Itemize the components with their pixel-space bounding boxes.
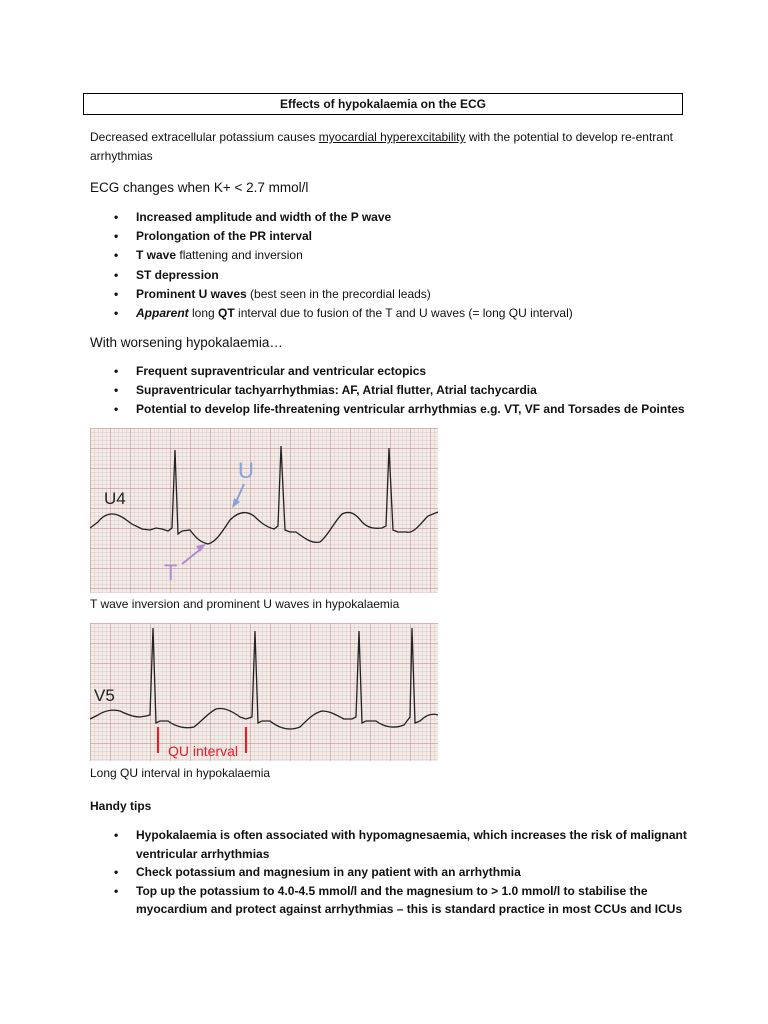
list-item: • Potential to develop life-threatening ventricular arrhythmias e.g. VT, VF and Torsades de Pointes	[90, 400, 710, 419]
intro-paragraph	[90, 128, 690, 166]
section-heading-worsening: With worsening hypokalaemia…	[90, 335, 283, 350]
title-text: Effects of hypokalaemia on the ECG	[279, 97, 487, 111]
u-wave-label: U	[238, 458, 254, 483]
list-item: • T wave flattening and inversion	[90, 246, 710, 265]
list-item: • Check potassium and magnesium in any patient with an arrhythmia	[90, 863, 710, 882]
list-item: • Increased amplitude and width of the P wave	[90, 208, 710, 227]
list-item: • Frequent supraventricular and ventricular ectopics	[90, 362, 710, 381]
u-wave-arrow-icon	[236, 484, 244, 502]
list-item: • Supraventricular tachyarrhythmias: AF, Atrial flutter, Atrial tachycardia	[90, 381, 710, 400]
ecg-changes-list	[90, 208, 710, 323]
list-item: • Apparent long QT interval due to fusion of the T and U waves (= long QU interval)	[90, 304, 710, 323]
handy-tips-list	[90, 826, 710, 919]
worsening-list	[90, 362, 710, 420]
ecg-figure-u4	[90, 428, 438, 593]
lead-label-v5: V5	[94, 686, 115, 705]
list-item: • Top up the potassium to 4.0-4.5 mmol/l and the magnesium to > 1.0 mmol/l to stabilise the myocardium and protect against arrhythmias – this is standard practice in most CCUs and ICUs	[90, 882, 710, 919]
intro-text-2: with the potential to develop re-entrant arrhythmias	[90, 130, 673, 163]
ecg-figure-v5	[90, 623, 438, 761]
figure1-caption: T wave inversion and prominent U waves in hypokalaemia	[90, 597, 400, 611]
qu-interval-label: QU interval	[168, 743, 239, 759]
ecg-trace-v5	[90, 623, 438, 761]
u-wave-arrowhead-icon	[232, 498, 240, 508]
lead-label-u4: U4	[104, 489, 126, 508]
list-item: • ST depression	[90, 266, 710, 285]
t-wave-label: T	[164, 560, 178, 585]
list-item: • Prominent U waves (best seen in the precordial leads)	[90, 285, 710, 304]
intro-text-1: Decreased extracellular potassium causes	[90, 130, 319, 144]
figure2-caption: Long QU interval in hypokalaemia	[90, 766, 271, 780]
list-item: • Prolongation of the PR interval	[90, 227, 710, 246]
section-heading-ecg-changes: ECG changes when K+ < 2.7 mmol/l	[90, 180, 309, 195]
section-heading-handy-tips: Handy tips	[90, 799, 152, 813]
document-title	[83, 93, 683, 115]
intro-underlined-term: myocardial hyperexcitability	[318, 130, 466, 144]
list-item: • Hypokalaemia is often associated with hypomagnesaemia, which increases the risk of malignant ventricular arrhythmias	[90, 826, 710, 863]
ecg-trace-u4	[90, 428, 438, 593]
